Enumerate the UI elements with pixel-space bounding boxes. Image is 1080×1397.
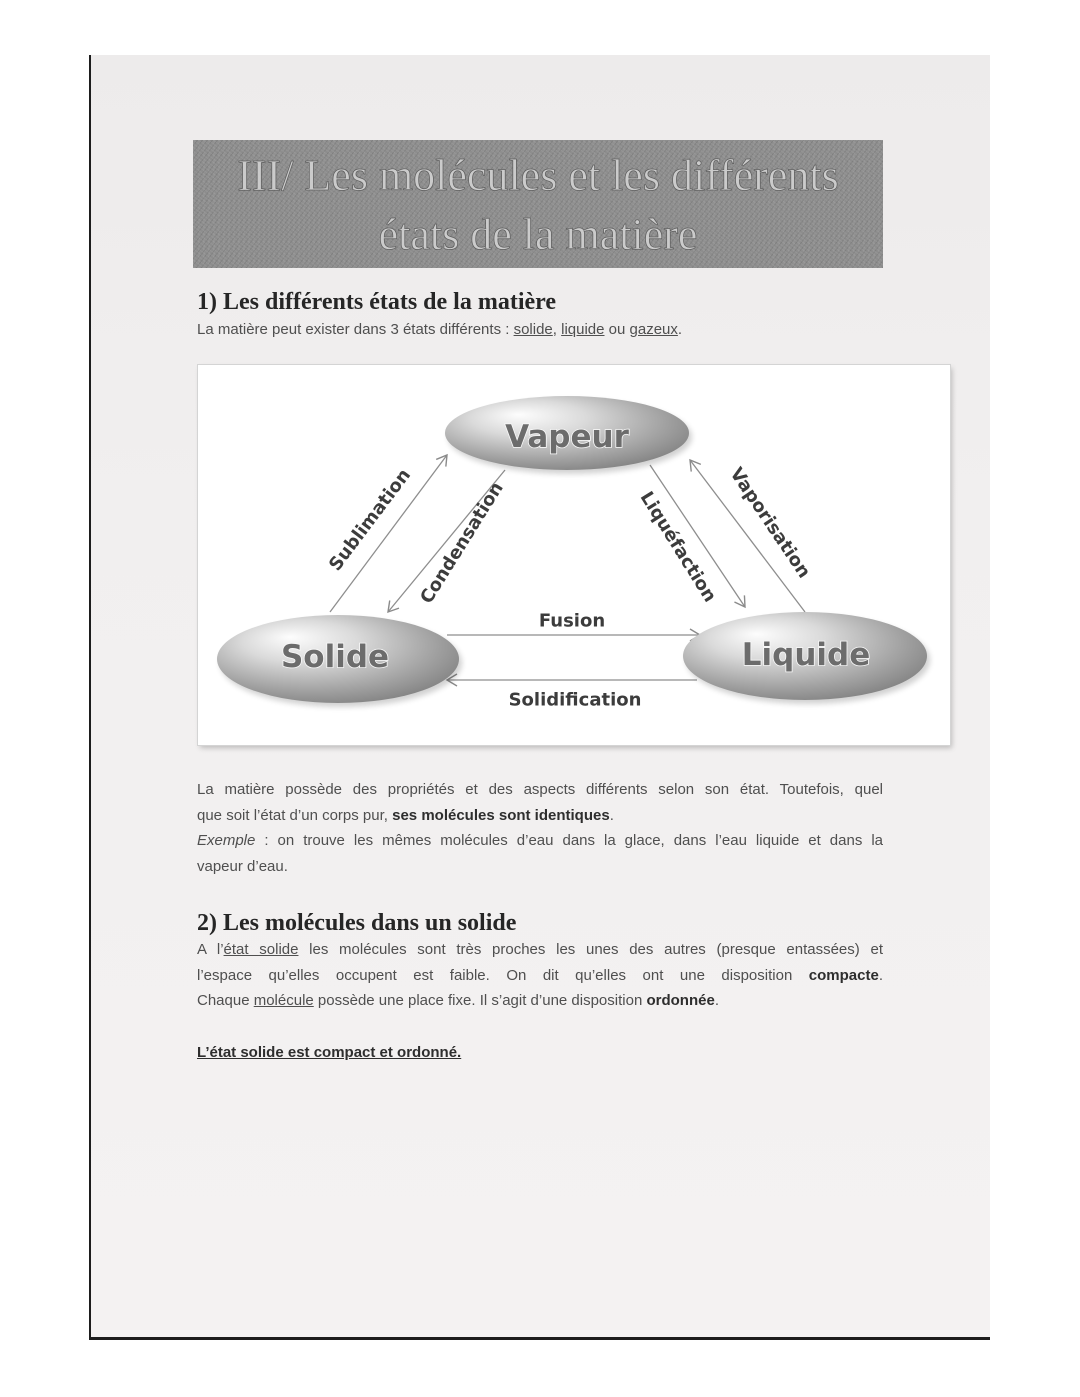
intro-text: La matière peut exister dans 3 états différents : xyxy=(197,321,514,338)
section-1-paragraph xyxy=(197,777,883,880)
title-line-2: états de la matière xyxy=(378,210,698,259)
paragraph-2-line-1 xyxy=(197,937,883,963)
paragraph-2-line-2 xyxy=(197,963,883,989)
liquide-label: Liquide xyxy=(741,637,871,673)
identical-molecules-emphasis: ses molécules sont identiques xyxy=(392,806,610,824)
example-label: Exemple xyxy=(197,832,256,850)
solide-label: Solide xyxy=(280,639,390,675)
paragraph-1-line-4: vapeur d’eau. xyxy=(197,858,288,876)
intro-end: . xyxy=(677,321,683,338)
vapeur-label: Vapeur xyxy=(505,419,629,455)
line-3-end: . xyxy=(714,992,719,1009)
state-gazeux-link: gazeux xyxy=(629,321,678,338)
line-1-start: A l’ xyxy=(197,941,224,958)
sublimation-label: Sublimation xyxy=(324,465,416,575)
paragraph-1-line-2 xyxy=(197,803,883,829)
line-3-mid: possède une place fixe. Il s’agit d’une disposition xyxy=(313,992,647,1009)
solid-state-link: état solide xyxy=(223,941,299,958)
vaporisation-label: Vaporisation xyxy=(725,463,815,583)
diagram-canvas xyxy=(198,365,950,745)
line-1-rest: les molécules sont très proches les unes des autres (presque entassées) et xyxy=(298,941,883,958)
states-of-matter-diagram xyxy=(198,365,950,745)
liquefaction-label: Liquéfaction xyxy=(635,487,721,607)
paragraph-1-line-3 xyxy=(197,828,883,854)
state-solide-link: solide xyxy=(513,321,553,338)
section-2-paragraph xyxy=(197,937,883,1014)
ordonnee-emphasis: ordonnée xyxy=(646,992,715,1009)
line-2-text: l’espace qu’elles occupent est faible. On dit qu’elles ont une disposition xyxy=(197,966,809,984)
section-1-intro xyxy=(197,320,682,340)
line-2-end: . xyxy=(609,806,614,824)
line-2-end: . xyxy=(878,966,883,984)
title-banner xyxy=(193,140,883,268)
title-line-1: III/ Les molécules et les différents xyxy=(237,151,839,200)
paragraph-1-line-1: La matière possède des propriétés et des aspects différents selon son état. Toutefois, quel xyxy=(197,781,883,798)
line-2-text: que soit l’état d’un corps pur, xyxy=(197,806,393,824)
condensation-label: Condensation xyxy=(416,478,508,608)
state-liquide-link: liquide xyxy=(561,321,605,338)
example-text: : on trouve les mêmes molécules d’eau dans la glace, dans l’eau liquide et dans la xyxy=(255,832,883,850)
intro-sep-1: , xyxy=(552,321,562,338)
intro-sep-2: ou xyxy=(604,321,630,338)
section-2-conclusion: L’état solide est compact et ordonné. xyxy=(197,1044,462,1061)
line-3-start: Chaque xyxy=(197,992,254,1009)
fusion-label: Fusion xyxy=(538,610,606,632)
compacte-emphasis: compacte xyxy=(808,966,879,984)
molecule-link: molécule xyxy=(253,992,314,1009)
solidification-label: Solidification xyxy=(508,689,642,711)
paragraph-2-line-3 xyxy=(197,988,883,1014)
section-1-heading: 1) Les différents états de la matière xyxy=(197,289,557,315)
section-2-heading: 2) Les molécules dans un solide xyxy=(197,910,517,936)
